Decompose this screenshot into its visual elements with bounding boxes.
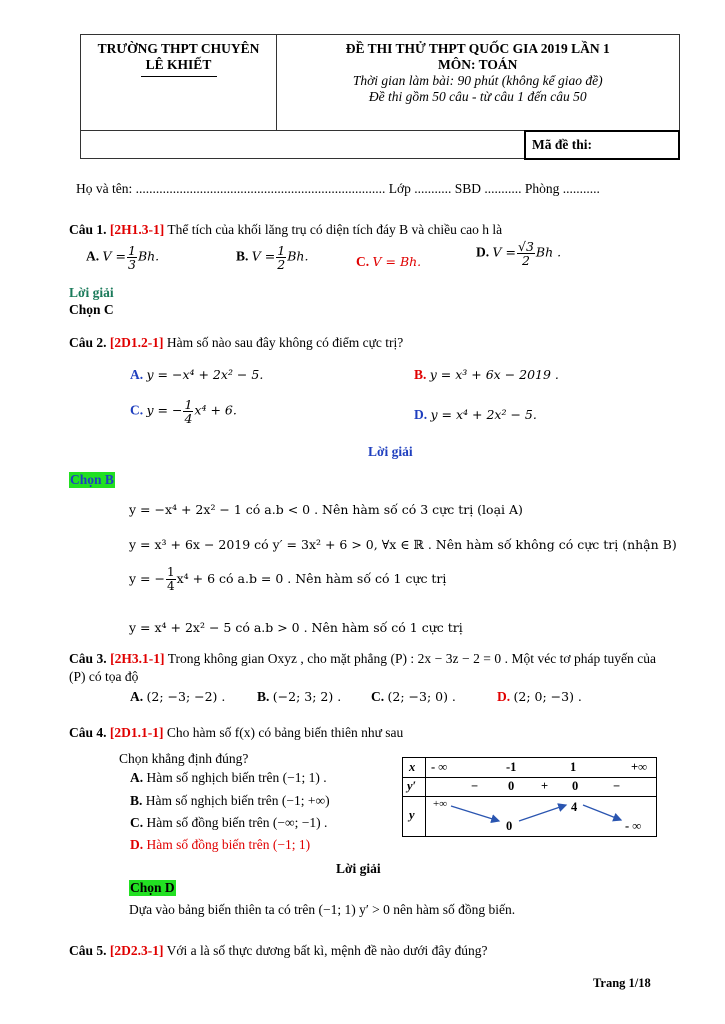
vt-y-val-2: 4	[571, 800, 578, 814]
q4-c-text: Hàm số đồng biến trên (−∞; −1) .	[146, 815, 328, 830]
q4-label: Câu 4.	[69, 725, 107, 740]
question-4	[69, 725, 403, 741]
q3-d-text: (2; 0; −3) .	[513, 689, 582, 704]
q5-text: Với a là số thực dương bất kì, mệnh đề nào dưới đây đúng?	[166, 943, 488, 958]
vt-arrow-down-1	[451, 806, 499, 821]
q2-solution-heading: Lời giải	[368, 444, 413, 459]
question-2	[69, 335, 403, 351]
q2-d-label: D.	[414, 407, 428, 422]
q3-c-text: (2; −3; 0) .	[387, 689, 456, 704]
q2-option-a	[130, 367, 263, 383]
q1-option-c	[356, 254, 421, 270]
vt-arrow-down-2	[583, 805, 621, 820]
blank-cell	[81, 131, 526, 159]
q4-b-text: Hàm số nghịch biến trên (−1; +∞)	[145, 793, 330, 808]
school-line1: TRƯỜNG THPT CHUYÊN	[97, 41, 260, 56]
exam-info-cell	[277, 35, 680, 131]
q4-option-c	[130, 815, 327, 831]
q4-a-label: A.	[130, 770, 144, 785]
q2-solution-line3	[129, 566, 446, 593]
q2-solution-line1: y = −x⁴ + 2x² − 1 có a.b < 0 . Nên hàm số có 3 cực trị (loại A)	[129, 502, 523, 517]
q3-label: Câu 3.	[69, 651, 107, 666]
q2-option-d	[414, 407, 537, 423]
q1-a-den: 3	[127, 257, 136, 272]
q4-answer: Chọn D	[130, 880, 175, 895]
q3-text1: Trong không gian Oxyz , cho mặt phẳng (P) : 2x − 3z − 2 = 0 . Một véc tơ pháp	[167, 651, 601, 666]
q3-option-a	[130, 689, 225, 705]
q2-solution-line4: y = x⁴ + 2x² − 5 có a.b > 0 . Nên hàm số có 1 cực trị	[129, 620, 463, 635]
subject: MÔN: TOÁN	[438, 57, 518, 72]
q4-a-text: Hàm số nghịch biến trên (−1; 1) .	[146, 770, 327, 785]
q1-answer: Chọn C	[69, 302, 114, 317]
q4-solution-heading: Lời giải	[336, 861, 381, 876]
q1-b-den: 2	[277, 257, 286, 272]
vt-y-label: y	[409, 808, 415, 822]
vt-x-val-2: 1	[570, 760, 577, 774]
q2-code: [2D1.2-1]	[109, 335, 164, 350]
vt-yp-val-3: 0	[572, 779, 579, 793]
exam-time: Thời gian làm bài: 90 phút (không kể giao đề)	[352, 73, 603, 88]
q1-c-text: V = Bh.	[372, 254, 422, 269]
vt-arrow-up	[519, 805, 566, 821]
q3-b-text: (−2; 3; 2) .	[272, 689, 342, 704]
q1-label: Câu 1.	[69, 222, 107, 237]
q3-d-label: D.	[497, 689, 511, 704]
school-underline	[141, 76, 217, 77]
q2-label: Câu 2.	[69, 335, 107, 350]
q2-line3-num: 1	[166, 565, 175, 579]
q1-c-label: C.	[356, 254, 370, 269]
q2-text: Hàm số nào sau đây không có điểm cực trị?	[166, 335, 404, 350]
q4-option-d	[130, 837, 310, 853]
q4-option-b	[130, 793, 330, 809]
exam-title: ĐỀ THI THỬ THPT QUỐC GIA 2019 LẦN 1	[345, 41, 610, 56]
q2-c-label: C.	[130, 402, 144, 418]
q3-option-d	[497, 689, 582, 705]
q4-text: Cho hàm số f(x) có bảng biến thiên như sau	[166, 725, 404, 740]
vt-yp-val-4: −	[613, 779, 621, 793]
vt-x-label: x	[409, 760, 416, 774]
q2-answer: Chọn B	[70, 472, 114, 487]
q2-b-label: B.	[414, 367, 427, 382]
q2-line3-den: 4	[166, 579, 175, 593]
q1-d-pre: V =	[492, 244, 516, 260]
q3-text2: tuyến của (P) có tọa độ	[69, 651, 657, 684]
q1-solution-heading: Lời giải	[69, 285, 114, 300]
page-number: Trang 1/18	[593, 976, 651, 990]
vt-yp-val-1: 0	[508, 779, 515, 793]
school-cell	[81, 35, 277, 131]
q1-b-num: 1	[277, 243, 286, 258]
q1-d-num: √3	[517, 239, 534, 254]
question-5	[69, 943, 487, 959]
vt-y-val-0: +∞	[433, 798, 448, 810]
q4-d-text: Hàm số đồng biến trên (−1; 1)	[146, 837, 311, 852]
q1-b-post: Bh.	[287, 248, 309, 264]
vt-yp-val-2: +	[541, 779, 549, 793]
q2-option-b	[414, 367, 559, 383]
q2-c-post: x⁴ + 6.	[194, 402, 237, 418]
vt-x-val-0: - ∞	[431, 760, 448, 774]
q4-d-label: D.	[130, 837, 144, 852]
q4-option-a	[130, 770, 327, 786]
q2-line3-post: x⁴ + 6 có a.b = 0 . Nên hàm số có 1 cực trị	[176, 571, 447, 586]
q3-option-b	[257, 689, 341, 705]
q1-code: [2H1.3-1]	[109, 222, 165, 237]
q5-code: [2D2.3-1]	[109, 943, 164, 958]
q2-c-pre: y = −	[146, 402, 183, 418]
q1-d-post: Bh .	[535, 244, 562, 260]
q1-option-b	[236, 244, 308, 271]
exam-code-cell	[525, 131, 679, 159]
q3-c-label: C.	[371, 689, 385, 704]
q1-text: Thể tích của khối lăng trụ có diện tích đáy B và chiều cao h là	[167, 222, 503, 237]
vt-y-val-3: - ∞	[625, 819, 642, 833]
q3-a-label: A.	[130, 689, 144, 704]
vt-x-val-3: +∞	[631, 760, 648, 774]
vt-yp-label: y′	[407, 779, 417, 793]
q1-a-num: 1	[127, 243, 136, 258]
q1-b-label: B.	[236, 248, 249, 264]
q2-b-text: y = x³ + 6x − 2019 .	[429, 367, 559, 382]
q2-line3-pre: y = −	[129, 571, 165, 586]
q2-solution-line2: y = x³ + 6x − 2019 có y′ = 3x² + 6 > 0, ∀x ∈ ℝ . Nên hàm số không có cực trị (nhận B)	[129, 537, 677, 552]
q2-a-text: y = −x⁴ + 2x² − 5.	[146, 367, 264, 382]
q2-d-text: y = x⁴ + 2x² − 5.	[430, 407, 537, 422]
question-3	[69, 650, 656, 686]
exam-code-label: Mã đề thi:	[532, 136, 592, 152]
vt-yp-val-0: −	[471, 779, 479, 793]
q2-a-label: A.	[130, 367, 144, 382]
vt-y-val-1: 0	[506, 819, 513, 833]
q4-prompt: Chọn khẳng định đúng?	[119, 751, 249, 766]
vt-x-val-1: -1	[506, 760, 517, 774]
q2-option-c	[130, 398, 237, 425]
q1-d-label: D.	[476, 244, 490, 260]
q2-c-num: 1	[184, 397, 193, 412]
q1-b-pre: V =	[251, 248, 276, 264]
q3-option-c	[371, 689, 456, 705]
q3-a-text: (2; −3; −2) .	[146, 689, 226, 704]
q1-a-label: A.	[86, 248, 100, 264]
student-info-line: Họ và tên: .......................................................................... Lớp ........... SBD ........... Phòng ...........	[76, 181, 600, 196]
q1-option-a	[86, 244, 159, 271]
q3-code: [2H3.1-1]	[110, 651, 165, 666]
exam-header	[80, 34, 680, 160]
q1-a-pre: V =	[102, 248, 126, 264]
question-1	[69, 222, 502, 238]
vt-arrows	[403, 796, 656, 836]
school-line2: LÊ KHIẾT	[145, 57, 212, 72]
q4-code: [2D1.1-1]	[109, 725, 164, 740]
q5-label: Câu 5.	[69, 943, 107, 958]
q1-d-den: 2	[521, 253, 530, 268]
q4-b-label: B.	[130, 793, 143, 808]
q2-c-den: 4	[184, 411, 193, 426]
variation-table	[402, 757, 657, 837]
exam-count: Đề thi gồm 50 câu - từ câu 1 đến câu 50	[368, 89, 587, 104]
q4-explanation: Dựa vào bảng biến thiên ta có trên (−1; 1) y′ > 0 nên hàm số đồng biến.	[129, 902, 516, 917]
q4-c-label: C.	[130, 815, 144, 830]
q1-option-d	[476, 240, 561, 267]
q3-b-label: B.	[257, 689, 270, 704]
q1-a-post: Bh.	[137, 248, 160, 264]
